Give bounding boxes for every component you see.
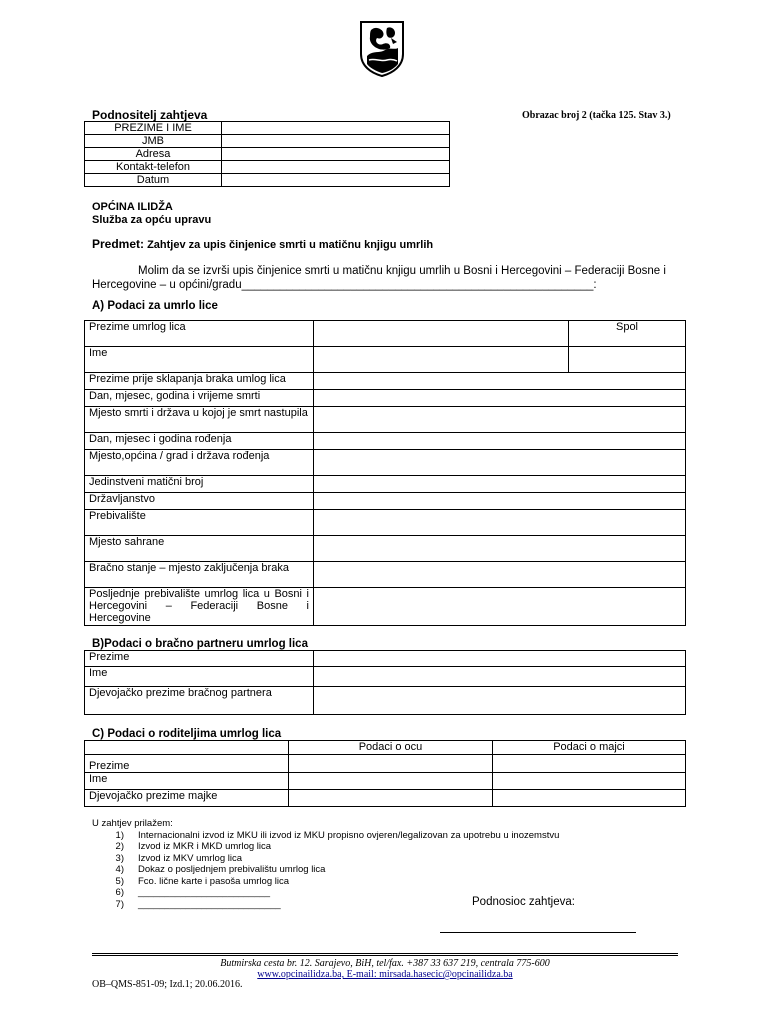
footer-divider — [92, 955, 678, 956]
row-label: Mjesto,općina / grad i država rođenja — [85, 450, 314, 476]
applicant-field-input[interactable] — [222, 135, 450, 148]
father-input[interactable] — [289, 755, 493, 773]
signer-label: Podnosioc zahtjeva: — [472, 896, 575, 908]
row-input[interactable] — [314, 651, 686, 667]
applicant-field-label: JMB — [85, 135, 222, 148]
applicant-table — [84, 121, 450, 187]
row-input[interactable] — [314, 321, 569, 347]
row-input[interactable] — [314, 407, 686, 433]
father-column-header: Podaci o ocu — [289, 741, 493, 755]
row-label: Mjesto sahrane — [85, 536, 314, 562]
applicant-field-input[interactable] — [222, 174, 450, 187]
signature-line[interactable] — [440, 932, 636, 933]
mother-input[interactable] — [493, 755, 686, 773]
subject-text: Zahtjev za upis činjenice smrti u matičnu knjigu umrlih — [147, 239, 434, 251]
mother-input[interactable] — [493, 790, 686, 807]
applicant-field-input[interactable] — [222, 148, 450, 161]
row-label: Ime — [85, 667, 314, 687]
row-label: Posljednje prebivalište umrlog lica u Bosni i Hercegovini – Federaciji Bosne i Hercegovine — [85, 588, 314, 626]
row-input[interactable] — [314, 450, 686, 476]
request-text: Molim da se izvrši upis činjenice smrti u matičnu knjigu umrlih u Bosni i Hercegovini – Federaciji Bosne i Hercegovine – u općini/gradu_______________________________________________________: — [92, 265, 666, 291]
applicant-field-label: Datum — [85, 174, 222, 187]
row-label: Djevojačko prezime majke — [85, 790, 289, 807]
section-c-table — [84, 740, 686, 807]
applicant-field-input[interactable] — [222, 122, 450, 135]
subject-line — [92, 237, 433, 251]
list-item: 6) _________________________ — [115, 887, 271, 898]
form-number: Obrazac broj 2 (tačka 125. Stav 3.) — [522, 110, 671, 121]
sex-label: Spol — [569, 321, 686, 347]
sex-input[interactable] — [569, 347, 686, 373]
list-item: 4) Dokaz o posljednjem prebivalištu umrlog lica — [115, 864, 326, 875]
row-label: Jedinstveni matični broj — [85, 476, 314, 493]
row-label: Prezime — [85, 651, 314, 667]
subject-label: Predmet: — [92, 237, 145, 251]
section-c-title: C) Podaci o roditeljima umrlog lica — [92, 728, 282, 740]
row-input[interactable] — [314, 476, 686, 493]
section-a-table — [84, 320, 686, 626]
mother-column-header: Podaci o majci — [493, 741, 686, 755]
row-label: Mjesto smrti i država u kojoj je smrt nastupila — [85, 407, 314, 433]
row-input[interactable] — [314, 687, 686, 715]
row-input[interactable] — [314, 588, 686, 626]
row-input[interactable] — [314, 390, 686, 407]
row-label: Dan, mjesec i godina rođenja — [85, 433, 314, 450]
coat-of-arms-logo — [357, 20, 407, 78]
applicant-field-label: PREZIME I IME — [85, 122, 222, 135]
applicant-title: Podnositelj zahtjeva — [92, 108, 208, 122]
attachments-intro: U zahtjev prilažem: — [92, 818, 173, 829]
row-label: Djevojačko prezime bračnog partnera — [85, 687, 314, 715]
list-item: 1) Internacionalni izvod iz MKU ili izvod iz MKU propisno ovjeren/legalizovan za upotrebu u inozemstvu — [115, 829, 560, 841]
footer-divider — [92, 953, 678, 954]
list-item: 2) Izvod iz MKR i MKD umrlog lica — [115, 841, 272, 852]
section-b-title: B)Podaci o bračno partneru umrlog lica — [92, 638, 308, 650]
row-input[interactable] — [314, 536, 686, 562]
row-label: Prezime — [85, 755, 289, 773]
father-input[interactable] — [289, 790, 493, 807]
section-a-title: A) Podaci za umrlo lice — [92, 300, 218, 312]
row-label: Ime — [85, 773, 289, 790]
municipality-block — [92, 201, 211, 227]
row-label: Dan, mjesec, godina i vrijeme smrti — [85, 390, 314, 407]
footer-address: Butmirska cesta br. 12. Sarajevo, BiH, tel/fax. +387 33 637 219, centrala 775-600 — [220, 958, 550, 969]
list-item: 7) ___________________________ — [115, 898, 281, 910]
section-b-table — [84, 650, 686, 715]
row-label: Prezime umrlog lica — [85, 321, 314, 347]
row-input[interactable] — [314, 510, 686, 536]
row-input[interactable] — [314, 347, 569, 373]
applicant-field-label: Kontakt-telefon — [85, 161, 222, 174]
row-label: Bračno stanje – mjesto zaključenja braka — [85, 562, 314, 588]
row-label: Prebivalište — [85, 510, 314, 536]
mother-input[interactable] — [493, 773, 686, 790]
municipality-service: Služba za opću upravu — [92, 214, 212, 226]
row-label: Prezime prije sklapanja braka umlog lica — [85, 373, 314, 390]
municipality-name: OPĆINA ILIDŽA — [92, 201, 173, 213]
applicant-field-input[interactable] — [222, 161, 450, 174]
father-input[interactable] — [289, 773, 493, 790]
header-empty — [85, 741, 289, 755]
row-label: Državljanstvo — [85, 493, 314, 510]
row-input[interactable] — [314, 562, 686, 588]
row-input[interactable] — [314, 493, 686, 510]
row-input[interactable] — [314, 667, 686, 687]
list-item: 3) Izvod iz MKV umrlog lica — [115, 852, 243, 864]
document-id: OB–QMS-851-09; Izd.1; 20.06.2016. — [92, 979, 243, 990]
footer-web-link[interactable]: www.opcinailidza.ba, E-mail: mirsada.hasecic@opcinailidza.ba — [257, 969, 513, 980]
applicant-field-label: Adresa — [85, 148, 222, 161]
row-input[interactable] — [314, 373, 686, 390]
row-input[interactable] — [314, 433, 686, 450]
list-item: 5) Fco. lične karte i pasoša umrlog lica — [115, 875, 290, 887]
row-label: Ime — [85, 347, 314, 373]
